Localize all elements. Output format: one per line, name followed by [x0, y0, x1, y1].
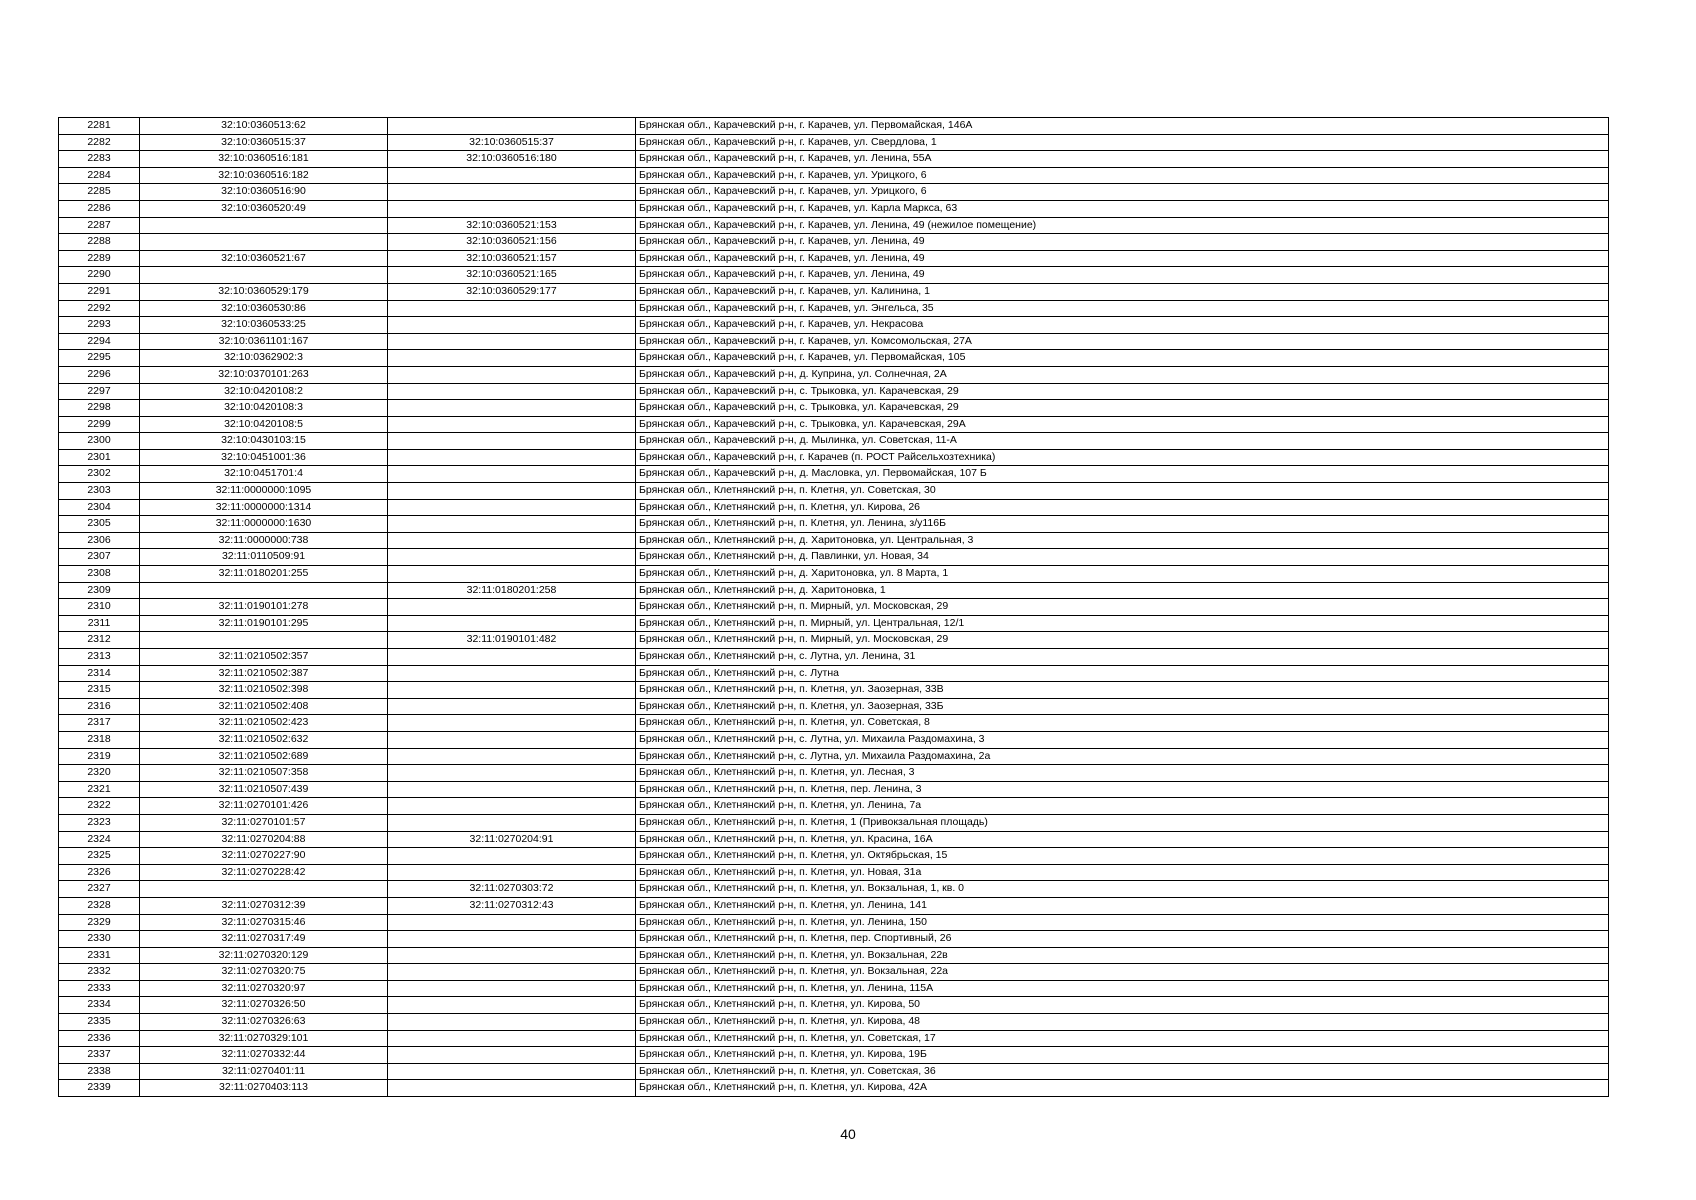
table-row	[59, 134, 1609, 151]
land-cadastral-number-cell: 32:10:0360521:67	[140, 250, 388, 267]
address-cell: Брянская обл., Карачевский р-н, г. Карачев (п. РОСТ Райсельхозтехника)	[636, 449, 1609, 466]
object-cadastral-number-cell	[388, 184, 636, 201]
row-number-cell: 2288	[59, 234, 140, 251]
object-cadastral-number-cell	[388, 947, 636, 964]
row-number-cell: 2337	[59, 1047, 140, 1064]
land-cadastral-number-cell: 32:11:0190101:295	[140, 615, 388, 632]
table-row	[59, 765, 1609, 782]
table-row	[59, 1014, 1609, 1031]
address-cell: Брянская обл., Карачевский р-н, г. Карачев, ул. Урицкого, 6	[636, 167, 1609, 184]
object-cadastral-number-cell	[388, 483, 636, 500]
address-cell: Брянская обл., Карачевский р-н, г. Карачев, ул. Калинина, 1	[636, 283, 1609, 300]
table-row	[59, 317, 1609, 334]
address-cell: Брянская обл., Клетнянский р-н, п. Клетня, ул. Ленина, 150	[636, 914, 1609, 931]
row-number-cell: 2292	[59, 300, 140, 317]
land-cadastral-number-cell: 32:10:0420108:3	[140, 400, 388, 417]
land-cadastral-number-cell: 32:11:0210507:439	[140, 781, 388, 798]
land-cadastral-number-cell: 32:10:0451701:4	[140, 466, 388, 483]
object-cadastral-number-cell	[388, 814, 636, 831]
object-cadastral-number-cell	[388, 167, 636, 184]
land-cadastral-number-cell: 32:10:0420108:2	[140, 383, 388, 400]
object-cadastral-number-cell	[388, 1063, 636, 1080]
address-cell: Брянская обл., Карачевский р-н, г. Карачев, ул. Ленина, 55А	[636, 151, 1609, 168]
object-cadastral-number-cell	[388, 317, 636, 334]
land-cadastral-number-cell: 32:10:0360520:49	[140, 200, 388, 217]
row-number-cell: 2305	[59, 516, 140, 533]
row-number-cell: 2315	[59, 682, 140, 699]
land-cadastral-number-cell: 32:11:0270228:42	[140, 864, 388, 881]
row-number-cell: 2327	[59, 881, 140, 898]
table-row	[59, 881, 1609, 898]
object-cadastral-number-cell	[388, 698, 636, 715]
object-cadastral-number-cell	[388, 649, 636, 666]
row-number-cell: 2328	[59, 897, 140, 914]
table-row	[59, 234, 1609, 251]
address-cell: Брянская обл., Клетнянский р-н, д. Харитоновка, ул. 8 Марта, 1	[636, 566, 1609, 583]
row-number-cell: 2317	[59, 715, 140, 732]
row-number-cell: 2282	[59, 134, 140, 151]
row-number-cell: 2331	[59, 947, 140, 964]
land-cadastral-number-cell: 32:11:0270317:49	[140, 931, 388, 948]
address-cell: Брянская обл., Клетнянский р-н, п. Клетня, ул. Ленина, з/у116Б	[636, 516, 1609, 533]
address-cell: Брянская обл., Клетнянский р-н, п. Клетня, ул. Кирова, 26	[636, 499, 1609, 516]
object-cadastral-number-cell	[388, 300, 636, 317]
table-row	[59, 964, 1609, 981]
table-row	[59, 748, 1609, 765]
address-cell: Брянская обл., Клетнянский р-н, п. Клетня, ул. Ленина, 7а	[636, 798, 1609, 815]
row-number-cell: 2307	[59, 549, 140, 566]
row-number-cell: 2329	[59, 914, 140, 931]
address-cell: Брянская обл., Карачевский р-н, г. Карачев, ул. Свердлова, 1	[636, 134, 1609, 151]
object-cadastral-number-cell: 32:10:0360521:165	[388, 267, 636, 284]
table-row	[59, 267, 1609, 284]
object-cadastral-number-cell: 32:10:0360515:37	[388, 134, 636, 151]
object-cadastral-number-cell	[388, 980, 636, 997]
land-cadastral-number-cell: 32:10:0420108:5	[140, 416, 388, 433]
row-number-cell: 2291	[59, 283, 140, 300]
object-cadastral-number-cell	[388, 914, 636, 931]
address-cell: Брянская обл., Клетнянский р-н, п. Клетня, ул. Советская, 36	[636, 1063, 1609, 1080]
address-cell: Брянская обл., Клетнянский р-н, п. Мирный, ул. Московская, 29	[636, 599, 1609, 616]
row-number-cell: 2336	[59, 1030, 140, 1047]
address-cell: Брянская обл., Клетнянский р-н, п. Клетня, пер. Ленина, 3	[636, 781, 1609, 798]
table-row	[59, 682, 1609, 699]
object-cadastral-number-cell	[388, 864, 636, 881]
land-cadastral-number-cell: 32:11:0110509:91	[140, 549, 388, 566]
address-cell: Брянская обл., Клетнянский р-н, с. Лутна, ул. Ленина, 31	[636, 649, 1609, 666]
object-cadastral-number-cell: 32:11:0270303:72	[388, 881, 636, 898]
land-cadastral-number-cell: 32:10:0360513:62	[140, 118, 388, 135]
table-row	[59, 665, 1609, 682]
table-row	[59, 798, 1609, 815]
land-cadastral-number-cell: 32:10:0362902:3	[140, 350, 388, 367]
land-cadastral-number-cell: 32:10:0360516:182	[140, 167, 388, 184]
address-cell: Брянская обл., Клетнянский р-н, п. Мирный, ул. Московская, 29	[636, 632, 1609, 649]
address-cell: Брянская обл., Карачевский р-н, г. Карачев, ул. Карла Маркса, 63	[636, 200, 1609, 217]
row-number-cell: 2281	[59, 118, 140, 135]
table-row	[59, 118, 1609, 135]
row-number-cell: 2299	[59, 416, 140, 433]
object-cadastral-number-cell: 32:11:0270312:43	[388, 897, 636, 914]
row-number-cell: 2333	[59, 980, 140, 997]
land-cadastral-number-cell: 32:11:0210502:632	[140, 731, 388, 748]
land-cadastral-number-cell: 32:11:0190101:278	[140, 599, 388, 616]
table-row	[59, 300, 1609, 317]
row-number-cell: 2311	[59, 615, 140, 632]
row-number-cell: 2323	[59, 814, 140, 831]
land-cadastral-number-cell: 32:10:0360516:90	[140, 184, 388, 201]
row-number-cell: 2284	[59, 167, 140, 184]
land-cadastral-number-cell: 32:11:0270403:113	[140, 1080, 388, 1097]
address-cell: Брянская обл., Карачевский р-н, г. Карачев, ул. Комсомольская, 27А	[636, 333, 1609, 350]
row-number-cell: 2294	[59, 333, 140, 350]
page-number: 40	[840, 1126, 856, 1142]
object-cadastral-number-cell	[388, 466, 636, 483]
row-number-cell: 2308	[59, 566, 140, 583]
object-cadastral-number-cell	[388, 798, 636, 815]
row-number-cell: 2295	[59, 350, 140, 367]
address-cell: Брянская обл., Клетнянский р-н, п. Клетня, 1 (Привокзальная площадь)	[636, 814, 1609, 831]
address-cell: Брянская обл., Клетнянский р-н, п. Клетня, ул. Советская, 8	[636, 715, 1609, 732]
land-cadastral-number-cell: 32:10:0360515:37	[140, 134, 388, 151]
row-number-cell: 2319	[59, 748, 140, 765]
address-cell: Брянская обл., Клетнянский р-н, п. Клетня, пер. Спортивный, 26	[636, 931, 1609, 948]
address-cell: Брянская обл., Клетнянский р-н, с. Лутна, ул. Михаила Раздомахина, 3	[636, 731, 1609, 748]
address-cell: Брянская обл., Клетнянский р-н, д. Харитоновка, ул. Центральная, 3	[636, 532, 1609, 549]
object-cadastral-number-cell	[388, 765, 636, 782]
table-row	[59, 731, 1609, 748]
land-cadastral-number-cell: 32:11:0270401:11	[140, 1063, 388, 1080]
land-cadastral-number-cell: 32:11:0270332:44	[140, 1047, 388, 1064]
land-cadastral-number-cell: 32:10:0361101:167	[140, 333, 388, 350]
table-row	[59, 499, 1609, 516]
row-number-cell: 2322	[59, 798, 140, 815]
registry-table	[58, 117, 1609, 1097]
table-row	[59, 366, 1609, 383]
address-cell: Брянская обл., Клетнянский р-н, д. Павлинки, ул. Новая, 34	[636, 549, 1609, 566]
address-cell: Брянская обл., Клетнянский р-н, п. Клетня, ул. Ленина, 115А	[636, 980, 1609, 997]
object-cadastral-number-cell	[388, 516, 636, 533]
address-cell: Брянская обл., Клетнянский р-н, п. Клетня, ул. Новая, 31а	[636, 864, 1609, 881]
table-row	[59, 931, 1609, 948]
object-cadastral-number-cell	[388, 731, 636, 748]
land-cadastral-number-cell: 32:11:0270329:101	[140, 1030, 388, 1047]
table-row	[59, 997, 1609, 1014]
address-cell: Брянская обл., Клетнянский р-н, п. Клетня, ул. Ленина, 141	[636, 897, 1609, 914]
table-row	[59, 864, 1609, 881]
table-row	[59, 151, 1609, 168]
address-cell: Брянская обл., Карачевский р-н, г. Карачев, ул. Первомайская, 146А	[636, 118, 1609, 135]
land-cadastral-number-cell: 32:11:0210502:408	[140, 698, 388, 715]
object-cadastral-number-cell	[388, 499, 636, 516]
table-row	[59, 1047, 1609, 1064]
object-cadastral-number-cell	[388, 848, 636, 865]
row-number-cell: 2286	[59, 200, 140, 217]
table-row	[59, 1080, 1609, 1097]
table-row	[59, 217, 1609, 234]
land-cadastral-number-cell: 32:11:0210502:689	[140, 748, 388, 765]
table-row	[59, 698, 1609, 715]
address-cell: Брянская обл., Карачевский р-н, г. Карачев, ул. Ленина, 49	[636, 234, 1609, 251]
object-cadastral-number-cell	[388, 1014, 636, 1031]
object-cadastral-number-cell	[388, 400, 636, 417]
table-row	[59, 814, 1609, 831]
address-cell: Брянская обл., Клетнянский р-н, п. Клетня, ул. Вокзальная, 22в	[636, 947, 1609, 964]
land-cadastral-number-cell: 32:11:0270227:90	[140, 848, 388, 865]
address-cell: Брянская обл., Клетнянский р-н, п. Клетня, ул. Кирова, 42А	[636, 1080, 1609, 1097]
row-number-cell: 2325	[59, 848, 140, 865]
land-cadastral-number-cell: 32:11:0270204:88	[140, 831, 388, 848]
land-cadastral-number-cell: 32:11:0270101:57	[140, 814, 388, 831]
object-cadastral-number-cell	[388, 416, 636, 433]
address-cell: Брянская обл., Клетнянский р-н, п. Клетня, ул. Вокзальная, 22а	[636, 964, 1609, 981]
table-row	[59, 914, 1609, 931]
address-cell: Брянская обл., Карачевский р-н, д. Масловка, ул. Первомайская, 107 Б	[636, 466, 1609, 483]
row-number-cell: 2321	[59, 781, 140, 798]
object-cadastral-number-cell	[388, 665, 636, 682]
row-number-cell: 2293	[59, 317, 140, 334]
table-row	[59, 416, 1609, 433]
table-row	[59, 433, 1609, 450]
address-cell: Брянская обл., Карачевский р-н, г. Карачев, ул. Первомайская, 105	[636, 350, 1609, 367]
land-cadastral-number-cell	[140, 582, 388, 599]
object-cadastral-number-cell: 32:11:0190101:482	[388, 632, 636, 649]
land-cadastral-number-cell: 32:11:0270320:129	[140, 947, 388, 964]
land-cadastral-number-cell: 32:11:0270320:75	[140, 964, 388, 981]
table-row	[59, 566, 1609, 583]
table-row	[59, 715, 1609, 732]
object-cadastral-number-cell	[388, 532, 636, 549]
address-cell: Брянская обл., Клетнянский р-н, д. Харитоновка, 1	[636, 582, 1609, 599]
land-cadastral-number-cell: 32:10:0360530:86	[140, 300, 388, 317]
object-cadastral-number-cell	[388, 350, 636, 367]
table-row	[59, 649, 1609, 666]
table-row	[59, 599, 1609, 616]
table-row	[59, 516, 1609, 533]
address-cell: Брянская обл., Карачевский р-н, г. Карачев, ул. Некрасова	[636, 317, 1609, 334]
row-number-cell: 2297	[59, 383, 140, 400]
land-cadastral-number-cell	[140, 234, 388, 251]
address-cell: Брянская обл., Карачевский р-н, д. Мылинка, ул. Советская, 11-А	[636, 433, 1609, 450]
table-row	[59, 532, 1609, 549]
table-row	[59, 831, 1609, 848]
land-cadastral-number-cell: 32:10:0430103:15	[140, 433, 388, 450]
object-cadastral-number-cell	[388, 748, 636, 765]
address-cell: Брянская обл., Карачевский р-н, г. Карачев, ул. Ленина, 49	[636, 267, 1609, 284]
table-row	[59, 350, 1609, 367]
address-cell: Брянская обл., Клетнянский р-н, п. Клетня, ул. Советская, 30	[636, 483, 1609, 500]
land-cadastral-number-cell: 32:11:0210507:358	[140, 765, 388, 782]
address-cell: Брянская обл., Карачевский р-н, с. Трыковка, ул. Карачевская, 29	[636, 400, 1609, 417]
object-cadastral-number-cell	[388, 549, 636, 566]
row-number-cell: 2332	[59, 964, 140, 981]
table-row	[59, 466, 1609, 483]
table-row	[59, 483, 1609, 500]
object-cadastral-number-cell	[388, 433, 636, 450]
address-cell: Брянская обл., Клетнянский р-н, п. Клетня, ул. Красина, 16А	[636, 831, 1609, 848]
row-number-cell: 2320	[59, 765, 140, 782]
land-cadastral-number-cell: 32:11:0000000:1095	[140, 483, 388, 500]
object-cadastral-number-cell	[388, 599, 636, 616]
row-number-cell: 2283	[59, 151, 140, 168]
address-cell: Брянская обл., Клетнянский р-н, п. Клетня, ул. Кирова, 48	[636, 1014, 1609, 1031]
land-cadastral-number-cell: 32:11:0000000:1314	[140, 499, 388, 516]
address-cell: Брянская обл., Клетнянский р-н, п. Мирный, ул. Центральная, 12/1	[636, 615, 1609, 632]
row-number-cell: 2310	[59, 599, 140, 616]
row-number-cell: 2326	[59, 864, 140, 881]
row-number-cell: 2306	[59, 532, 140, 549]
table-row	[59, 383, 1609, 400]
address-cell: Брянская обл., Карачевский р-н, г. Карачев, ул. Урицкого, 6	[636, 184, 1609, 201]
land-cadastral-number-cell: 32:11:0210502:398	[140, 682, 388, 699]
object-cadastral-number-cell: 32:10:0360521:157	[388, 250, 636, 267]
land-cadastral-number-cell	[140, 267, 388, 284]
row-number-cell: 2330	[59, 931, 140, 948]
table-row	[59, 582, 1609, 599]
row-number-cell: 2302	[59, 466, 140, 483]
land-cadastral-number-cell: 32:10:0451001:36	[140, 449, 388, 466]
object-cadastral-number-cell: 32:10:0360521:156	[388, 234, 636, 251]
table-row	[59, 980, 1609, 997]
land-cadastral-number-cell	[140, 632, 388, 649]
land-cadastral-number-cell: 32:11:0210502:357	[140, 649, 388, 666]
row-number-cell: 2298	[59, 400, 140, 417]
object-cadastral-number-cell	[388, 449, 636, 466]
row-number-cell: 2285	[59, 184, 140, 201]
address-cell: Брянская обл., Клетнянский р-н, п. Клетня, ул. Вокзальная, 1, кв. 0	[636, 881, 1609, 898]
land-cadastral-number-cell: 32:11:0270320:97	[140, 980, 388, 997]
land-cadastral-number-cell: 32:11:0270326:50	[140, 997, 388, 1014]
address-cell: Брянская обл., Клетнянский р-н, с. Лутна	[636, 665, 1609, 682]
row-number-cell: 2303	[59, 483, 140, 500]
land-cadastral-number-cell: 32:11:0210502:423	[140, 715, 388, 732]
table-row	[59, 449, 1609, 466]
object-cadastral-number-cell	[388, 931, 636, 948]
object-cadastral-number-cell: 32:11:0180201:258	[388, 582, 636, 599]
table-row	[59, 632, 1609, 649]
object-cadastral-number-cell	[388, 366, 636, 383]
row-number-cell: 2289	[59, 250, 140, 267]
object-cadastral-number-cell	[388, 615, 636, 632]
row-number-cell: 2304	[59, 499, 140, 516]
object-cadastral-number-cell	[388, 118, 636, 135]
land-cadastral-number-cell: 32:10:0370101:263	[140, 366, 388, 383]
land-cadastral-number-cell: 32:10:0360529:179	[140, 283, 388, 300]
row-number-cell: 2312	[59, 632, 140, 649]
object-cadastral-number-cell	[388, 1030, 636, 1047]
table-row	[59, 897, 1609, 914]
row-number-cell: 2301	[59, 449, 140, 466]
table-row	[59, 781, 1609, 798]
table-row	[59, 615, 1609, 632]
table-row	[59, 947, 1609, 964]
land-cadastral-number-cell: 32:10:0360516:181	[140, 151, 388, 168]
row-number-cell: 2335	[59, 1014, 140, 1031]
land-cadastral-number-cell: 32:11:0180201:255	[140, 566, 388, 583]
address-cell: Брянская обл., Карачевский р-н, г. Карачев, ул. Энгельса, 35	[636, 300, 1609, 317]
land-cadastral-number-cell: 32:11:0270312:39	[140, 897, 388, 914]
object-cadastral-number-cell	[388, 781, 636, 798]
table-row	[59, 1063, 1609, 1080]
address-cell: Брянская обл., Клетнянский р-н, с. Лутна, ул. Михаила Раздомахина, 2а	[636, 748, 1609, 765]
land-cadastral-number-cell: 32:11:0270326:63	[140, 1014, 388, 1031]
row-number-cell: 2339	[59, 1080, 140, 1097]
object-cadastral-number-cell	[388, 200, 636, 217]
address-cell: Брянская обл., Клетнянский р-н, п. Клетня, ул. Октябрьская, 15	[636, 848, 1609, 865]
object-cadastral-number-cell: 32:10:0360516:180	[388, 151, 636, 168]
row-number-cell: 2309	[59, 582, 140, 599]
table-row	[59, 167, 1609, 184]
land-cadastral-number-cell: 32:10:0360533:25	[140, 317, 388, 334]
address-cell: Брянская обл., Клетнянский р-н, п. Клетня, ул. Заозерная, 33В	[636, 682, 1609, 699]
address-cell: Брянская обл., Карачевский р-н, г. Карачев, ул. Ленина, 49 (нежилое помещение)	[636, 217, 1609, 234]
address-cell: Брянская обл., Карачевский р-н, с. Трыковка, ул. Карачевская, 29	[636, 383, 1609, 400]
object-cadastral-number-cell	[388, 964, 636, 981]
object-cadastral-number-cell: 32:10:0360521:153	[388, 217, 636, 234]
table-row	[59, 1030, 1609, 1047]
land-cadastral-number-cell: 32:11:0270315:46	[140, 914, 388, 931]
table-row	[59, 400, 1609, 417]
table-row	[59, 848, 1609, 865]
object-cadastral-number-cell	[388, 333, 636, 350]
row-number-cell: 2290	[59, 267, 140, 284]
row-number-cell: 2318	[59, 731, 140, 748]
address-cell: Брянская обл., Клетнянский р-н, п. Клетня, ул. Лесная, 3	[636, 765, 1609, 782]
row-number-cell: 2316	[59, 698, 140, 715]
land-cadastral-number-cell: 32:11:0270101:426	[140, 798, 388, 815]
row-number-cell: 2287	[59, 217, 140, 234]
table-row	[59, 333, 1609, 350]
table-row	[59, 549, 1609, 566]
address-cell: Брянская обл., Клетнянский р-н, п. Клетня, ул. Кирова, 19Б	[636, 1047, 1609, 1064]
object-cadastral-number-cell	[388, 715, 636, 732]
object-cadastral-number-cell: 32:10:0360529:177	[388, 283, 636, 300]
object-cadastral-number-cell	[388, 1080, 636, 1097]
row-number-cell: 2296	[59, 366, 140, 383]
registry-table-body	[59, 118, 1609, 1097]
address-cell: Брянская обл., Карачевский р-н, с. Трыковка, ул. Карачевская, 29А	[636, 416, 1609, 433]
row-number-cell: 2313	[59, 649, 140, 666]
land-cadastral-number-cell	[140, 217, 388, 234]
table-row	[59, 184, 1609, 201]
row-number-cell: 2334	[59, 997, 140, 1014]
land-cadastral-number-cell	[140, 881, 388, 898]
row-number-cell: 2338	[59, 1063, 140, 1080]
row-number-cell: 2324	[59, 831, 140, 848]
land-cadastral-number-cell: 32:11:0000000:738	[140, 532, 388, 549]
address-cell: Брянская обл., Клетнянский р-н, п. Клетня, ул. Советская, 17	[636, 1030, 1609, 1047]
address-cell: Брянская обл., Карачевский р-н, г. Карачев, ул. Ленина, 49	[636, 250, 1609, 267]
object-cadastral-number-cell: 32:11:0270204:91	[388, 831, 636, 848]
address-cell: Брянская обл., Клетнянский р-н, п. Клетня, ул. Заозерная, 33Б	[636, 698, 1609, 715]
object-cadastral-number-cell	[388, 1047, 636, 1064]
table-row	[59, 200, 1609, 217]
table-row	[59, 250, 1609, 267]
land-cadastral-number-cell: 32:11:0000000:1630	[140, 516, 388, 533]
row-number-cell: 2300	[59, 433, 140, 450]
object-cadastral-number-cell	[388, 997, 636, 1014]
object-cadastral-number-cell	[388, 566, 636, 583]
object-cadastral-number-cell	[388, 383, 636, 400]
object-cadastral-number-cell	[388, 682, 636, 699]
address-cell: Брянская обл., Карачевский р-н, д. Куприна, ул. Солнечная, 2А	[636, 366, 1609, 383]
address-cell: Брянская обл., Клетнянский р-н, п. Клетня, ул. Кирова, 50	[636, 997, 1609, 1014]
table-row	[59, 283, 1609, 300]
land-cadastral-number-cell: 32:11:0210502:387	[140, 665, 388, 682]
row-number-cell: 2314	[59, 665, 140, 682]
